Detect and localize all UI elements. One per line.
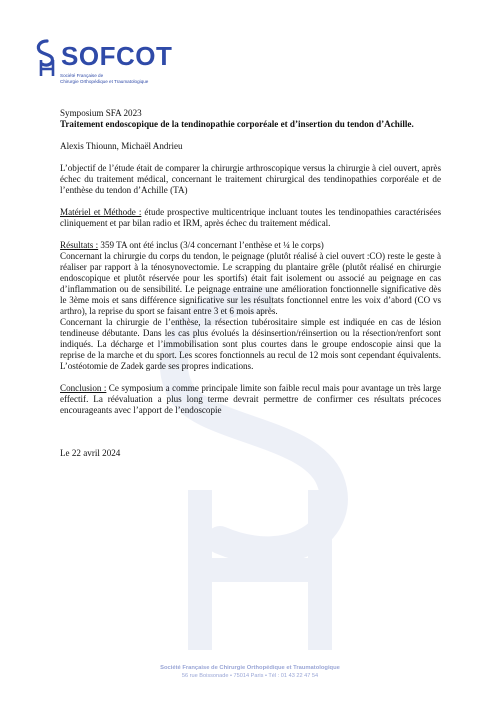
methods-paragraph — [60, 207, 441, 229]
footer-organization: Société Française de Chirurgie Orthopédique et Traumatologique — [160, 665, 340, 671]
logo-subtitle-line2: Chirurgie Orthopédique et Traumatologique — [60, 78, 149, 84]
document-date: Le 22 avril 2024 — [60, 448, 121, 458]
document-title: Traitement endoscopique de la tendinopathie corporéale et d’insertion du tendon d’Achille. — [60, 119, 414, 129]
footer-address: 56 rue Boissonade • 75014 Paris • Tél : 01 43 22 47 54 — [181, 673, 319, 679]
document-body — [60, 108, 441, 459]
symposium-name: Symposium SFA 2023 — [60, 108, 142, 118]
conclusion-paragraph — [60, 383, 441, 416]
results-body-paragraph: Concernant la chirurgie du corps du tendon, le peignage (plutôt réalisé à ciel ouvert :CO) reste le geste à réaliser par rapport à la ténosynovectomie. Le scrapping du plantaire grêle (plutôt réalisé en chirurgie endoscopique et plutôt réservée pour les sportifs) était fait isolement ou associé au peignage en cas d’inflammation ou de sensibilité. Le peignage entraine une amélioration fonctionnelle significative dès le 3ème mois et sans différence significative sur les résultats fonctionnel entre les voix d’abord (CO vs arthro), la reprise du sport se faisant entre 3 et 6 mois après. — [60, 251, 441, 316]
results-intro — [60, 240, 441, 251]
logo-subtitle-line1: Société Française de — [60, 73, 104, 78]
sofcot-emblem-icon — [34, 38, 60, 78]
authors: Alexis Thiounn, Michaël Andrieu — [60, 141, 183, 151]
results-enthese-paragraph: Concernant la chirurgie de l’enthèse, la résection tubérositaire simple est indiquée en cas de lésion tendineuse débutante. Dans les cas plus évolués la désinsertion/réinsertion ou la résection/renfort sont indiqués. La décharge et l’immobilisation sont plus courtes dans le groupe endoscopie ainsi que la reprise de la marche et du sport. Les scores fonctionnels au recul de 12 mois sont cependant équivalents. L’ostéotomie de Zadek garde ses propres indications. — [60, 317, 441, 371]
methods-text: étude prospective multicentrique incluant toutes les tendinopathies caractérisées cliniquement et par bilan radio et IRM, après échec du traitement médical. — [60, 207, 441, 228]
logo-brand: SOFCOT — [61, 41, 173, 71]
logo-subtitle — [60, 73, 180, 84]
objective-paragraph: L’objectif de l’étude était de comparer la chirurgie arthroscopique versus la chirurgie à ciel ouvert, après échec du traitement médical, concernant le traitement chirurgical des tendinopathies corporéale et de l’enthèse du tendon d’Achille (TA) — [60, 163, 441, 195]
conclusion-text: Ce symposium a comme principale limite son faible recul mais pour avantage un très large effectif. La réévaluation a plus long terme devrait permettre de confirmer ces résultats précoces encourageants avec l’apport de l’endoscopie — [60, 383, 441, 415]
methods-label: Matériel et Méthode : — [60, 207, 142, 217]
footer — [0, 664, 500, 680]
results-label: Résultats : — [60, 240, 99, 250]
conclusion-label: Conclusion : — [60, 383, 107, 393]
sofcot-logo — [34, 36, 184, 86]
results-intro-text: 359 TA ont été inclus (3/4 concernant l’enthèse et ¼ le corps) — [98, 240, 324, 250]
